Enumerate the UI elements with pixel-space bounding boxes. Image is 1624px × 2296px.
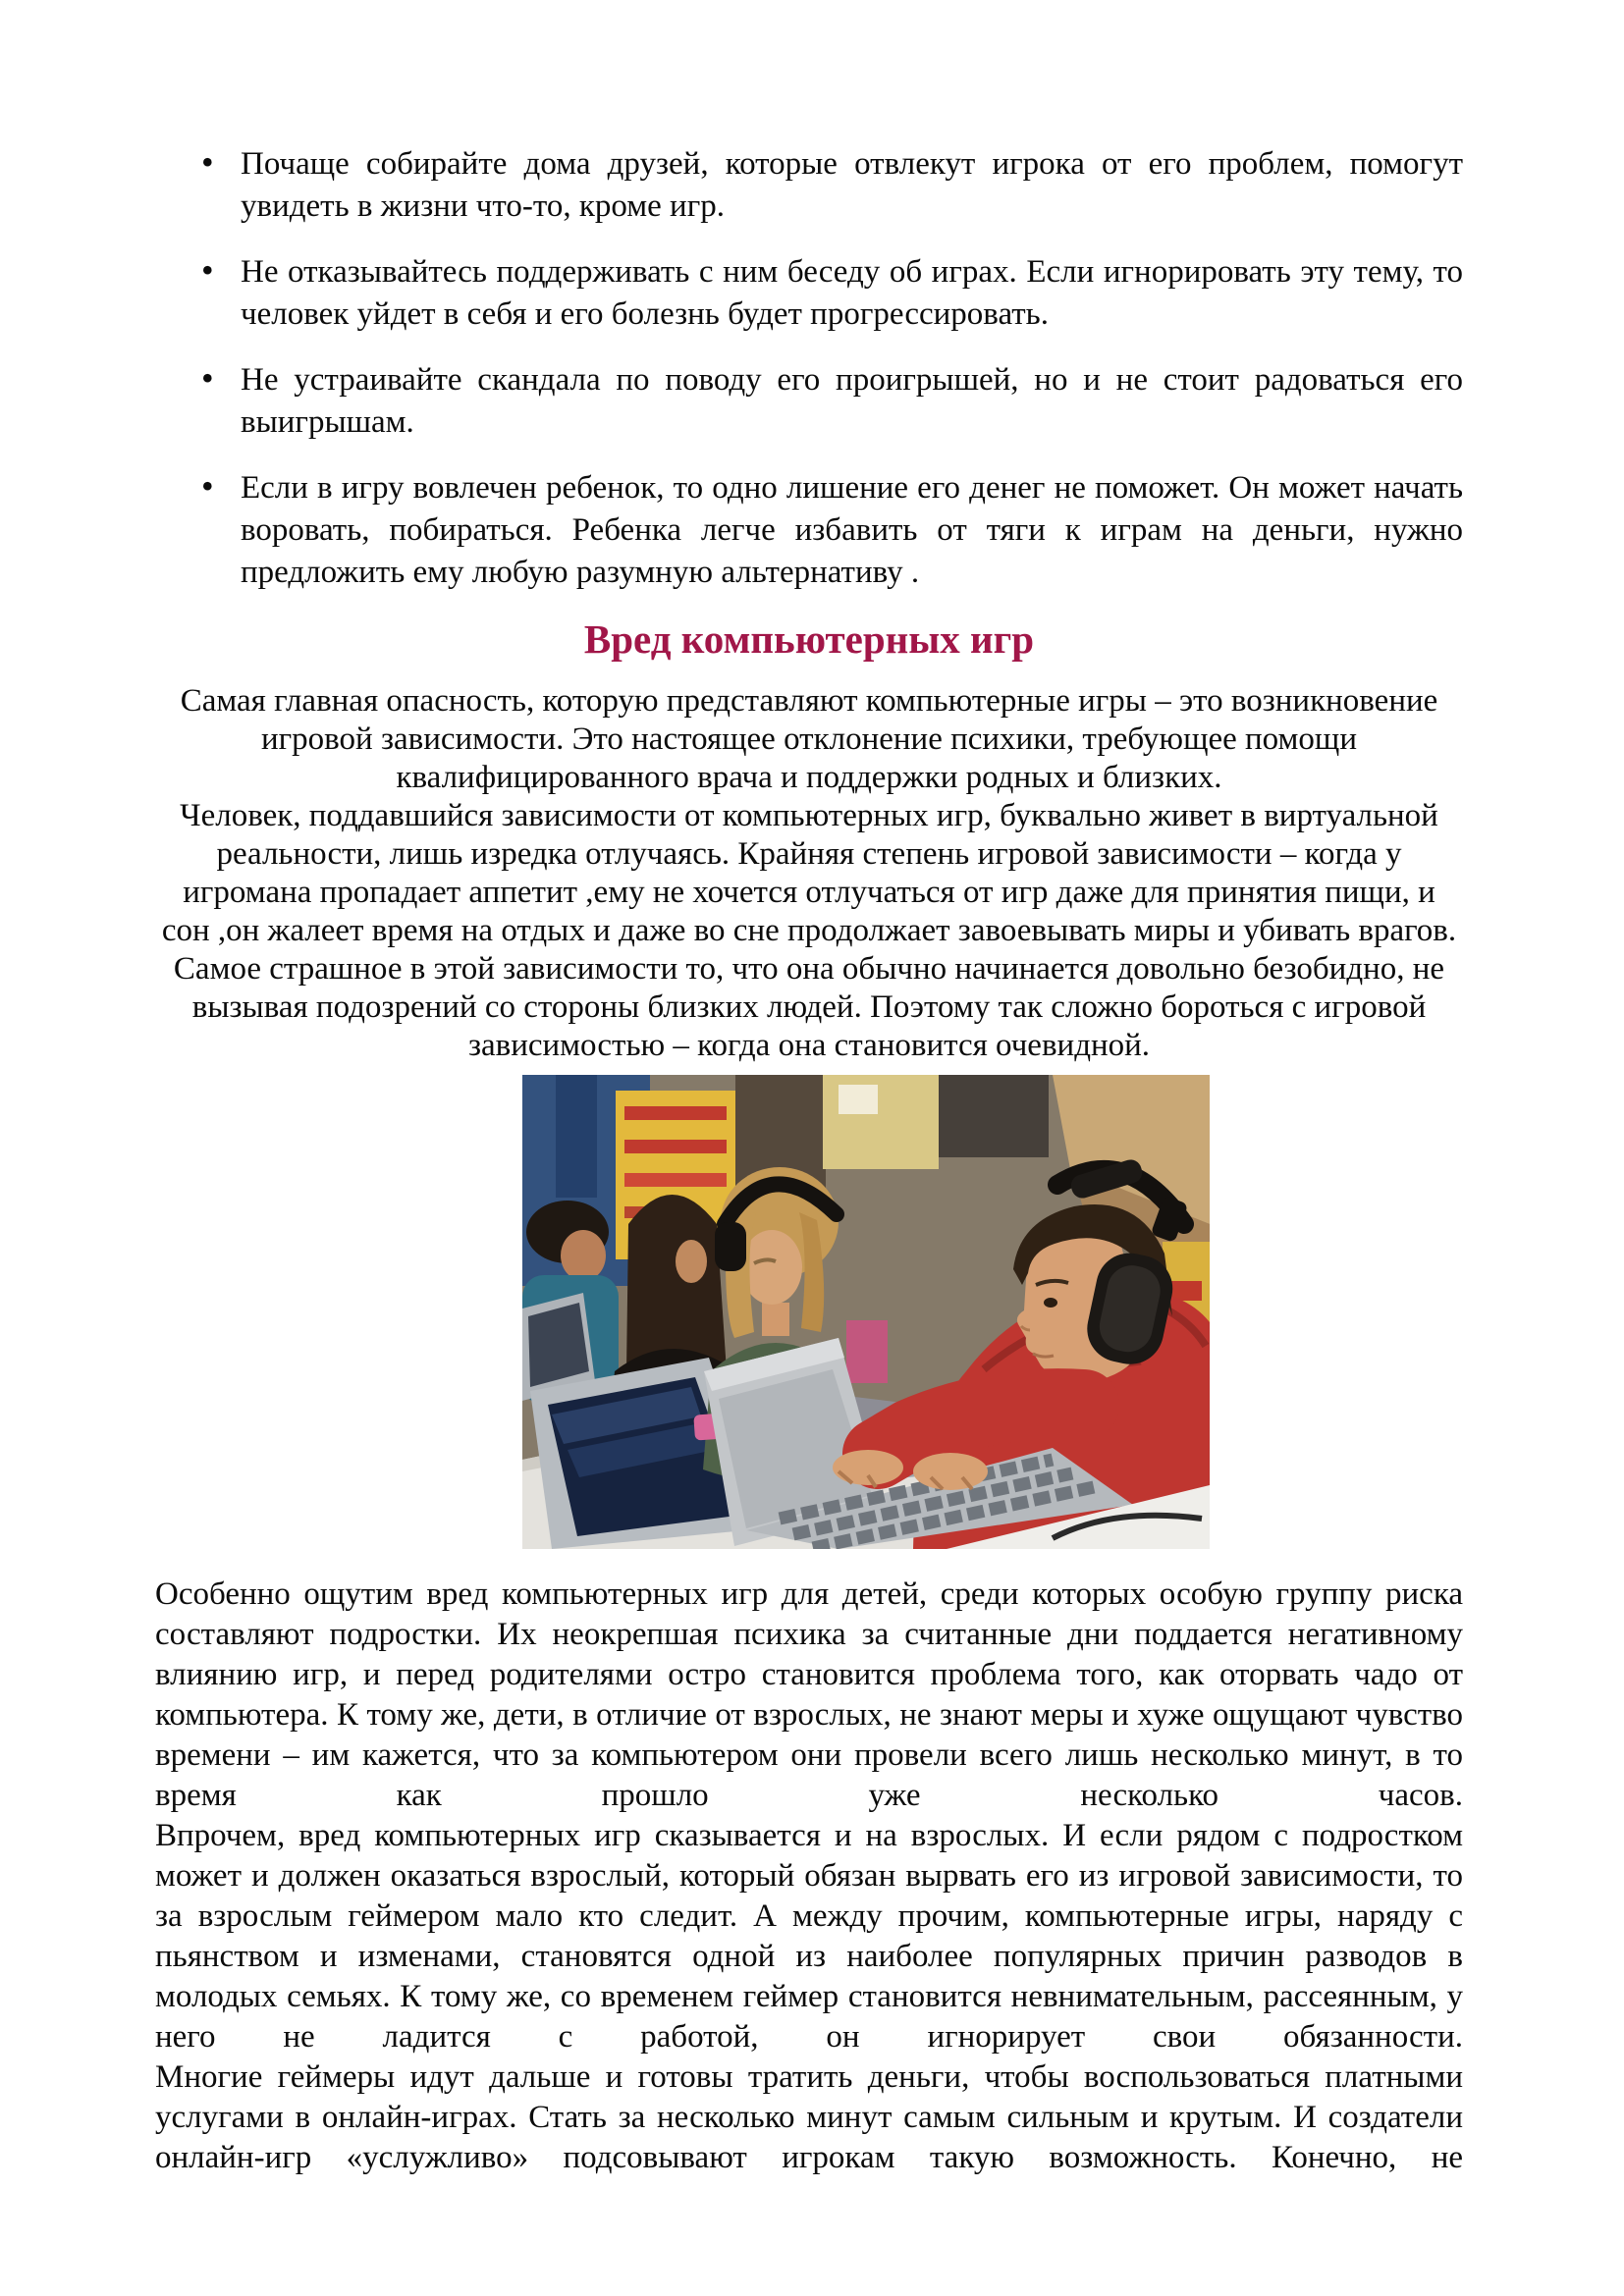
classroom-photo-illustration — [522, 1075, 1210, 1549]
intro-paragraphs — [155, 682, 1463, 1065]
body-paragraph: Многие геймеры идут дальше и готовы тратить деньги, чтобы воспользоваться платными услугами в онлайн-играх. Стать за несколько минут самым сильным и крутым. И создатели онлайн-игр «услужливо» подсовывают игрокам такую возможность. Конечно, не — [155, 2059, 1463, 2175]
body-paragraphs — [155, 1575, 1463, 2178]
advice-bullet-list — [155, 143, 1463, 594]
body-paragraph: Особенно ощутим вред компьютерных игр для детей, среди которых особую группу риска составляют подростки. Их неокрепшая психика за считанные дни поддается негативному влиянию игр, и перед родителями остро становится проблема того, как оторвать чадо от компьютера. К тому же, дети, в отличие от взрослых, не знают меры и хуже ощущают чувство времени – им кажется, что за компьютером они провели всего лишь несколько минут, в то время как прошло уже несколько часов. — [155, 1576, 1463, 1813]
bullet-item: • Не устраивайте скандала по поводу его проигрышей, но и не стоит радоваться его выигрышам. — [155, 359, 1463, 444]
bullet-item: • Не отказывайтесь поддерживать с ним беседу об играх. Если игнорировать эту тему, то человек уйдет в себя и его болезнь будет прогрессировать. — [155, 251, 1463, 336]
bullet-item: • Почаще собирайте дома друзей, которые отвлекут игрока от его проблем, помогут увидеть в жизни что-то, кроме игр. — [155, 143, 1463, 228]
intro-paragraph: Самая главная опасность, которую представляют компьютерные игры – это возникновение игровой зависимости. Это настоящее отклонение психики, требующее помощи квалифицированного врача и поддержки родных и близких. — [180, 683, 1438, 795]
classroom-photo — [522, 1075, 1210, 1549]
section-heading: Вред компьютерных игр — [583, 616, 1035, 662]
bullet-item: • Если в игру вовлечен ребенок, то одно лишение его денег не поможет. Он может начать воровать, побираться. Ребенка легче избавить от тяги к играм на деньги, нужно предложить ему любую разумную альтернативу . — [155, 467, 1463, 594]
body-paragraph: Впрочем, вред компьютерных игр сказывается и на взрослых. И если рядом с подростком может и должен оказаться взрослый, который обязан вырвать его из игровой зависимости, то за взрослым геймером мало кто следит. А между прочим, компьютерные игры, наряду с пьянством и изменами, становятся одной из наиболее популярных причин разводов в молодых семьях. К тому же, со временем геймер становится невнимательным, рассеянным, у него не ладится с работой, он игнорирует свои обязанности. — [155, 1818, 1463, 2055]
intro-paragraph: Человек, поддавшийся зависимости от компьютерных игр, буквально живет в виртуальной реальности, лишь изредка отлучаясь. Крайняя степень игровой зависимости – когда у игромана пропадает аппетит ,ему не хочется отлучаться от игр даже для принятия пищи, и сон ,он жалеет время на отдых и даже во сне продолжает завоевывать миры и убивать врагов. Самое страшное в этой зависимости то, что она обычно начинается довольно безобидно, не вызывая подозрений со стороны близких людей. Поэтому так сложно бороться с игровой зависимостью – когда она становится очевидной. — [161, 798, 1457, 1063]
